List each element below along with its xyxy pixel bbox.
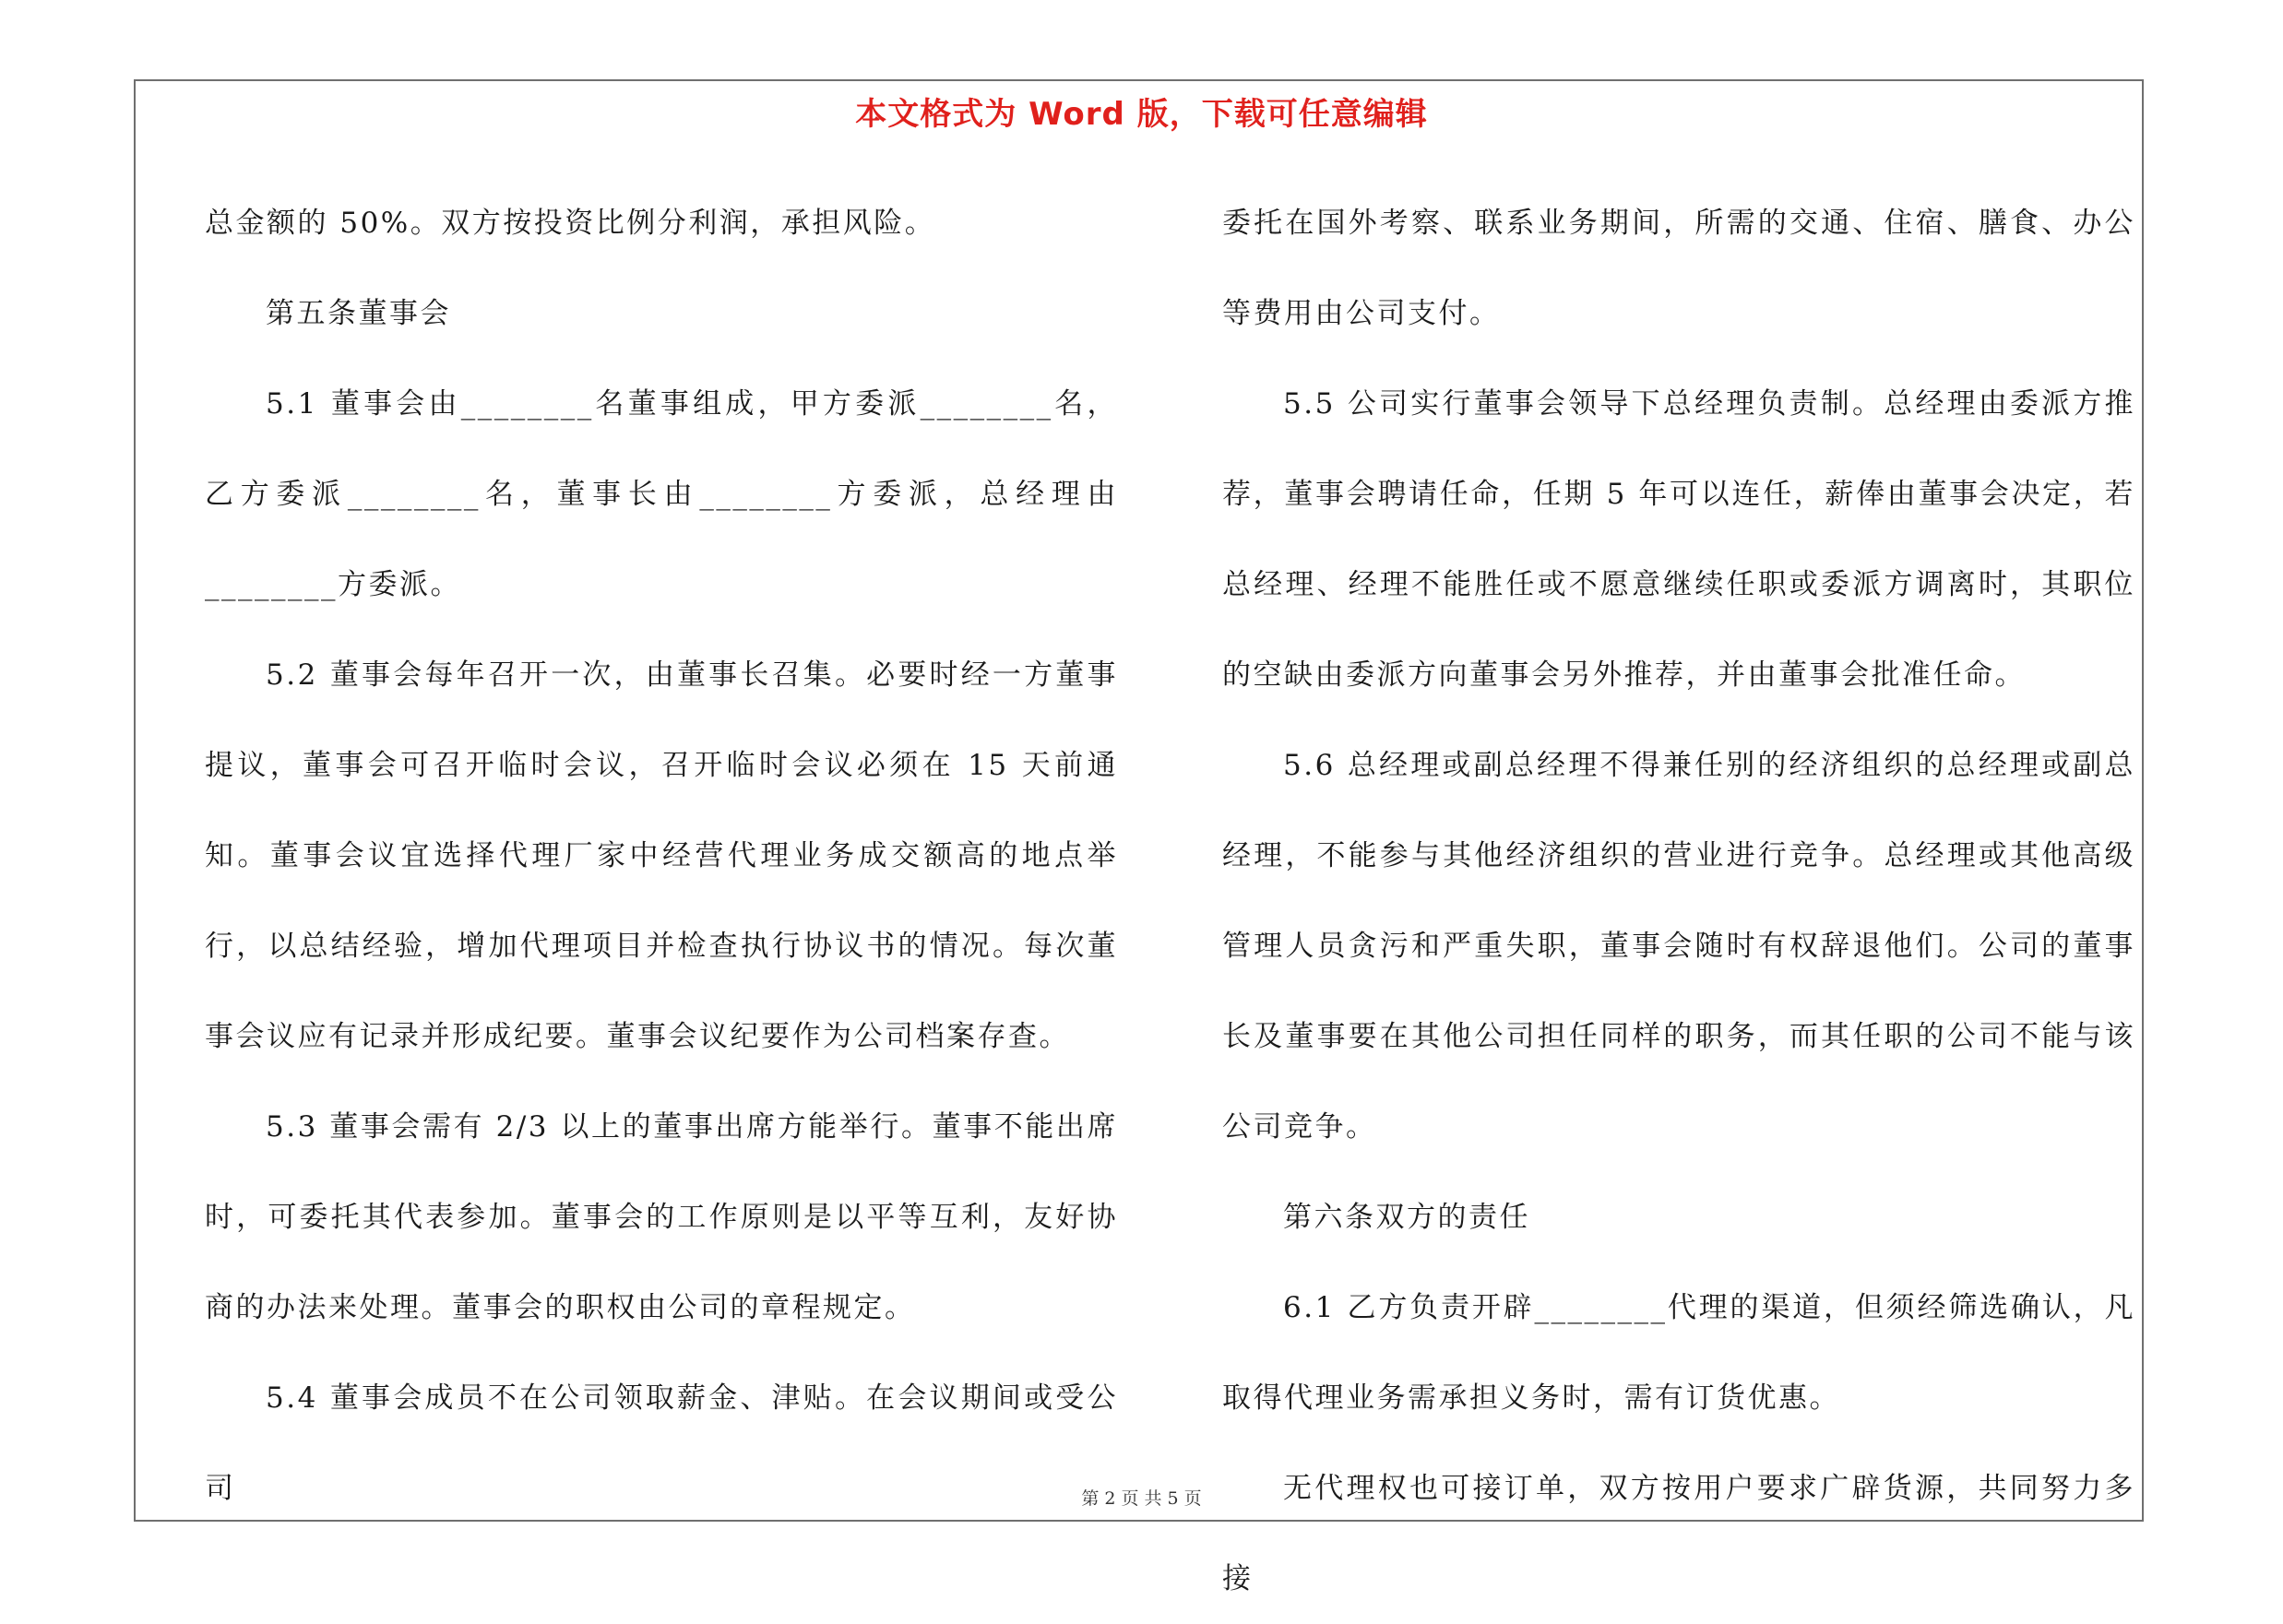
- clause-5-3: 5.3 董事会需有 2/3 以上的董事出席方能举行。董事不能出席时，可委托其代表参加。董事会的工作原则是以平等互利，友好协商的办法来处理。董事会的职权由公司的章程规定。: [205, 1110, 1118, 1324]
- section-heading-article-5: 第五条董事会: [266, 297, 451, 330]
- left-column: [205, 178, 1118, 1534]
- clause-5-6: 5.6 总经理或副总经理不得兼任别的经济组织的总经理或副总经理，不能参与其他经济组织的营业进行竞争。总经理或其他高级管理人员贪污和严重失职，董事会随时有权辞退他们。公司的董事长及董事要在其他公司担任同样的职务，而其任职的公司不能与该公司竞争。: [1222, 749, 2135, 1144]
- clause-6-1: 6.1 乙方负责开辟________代理的渠道，但须经筛选确认，凡取得代理业务需承担义务时，需有订货优惠。: [1222, 1291, 2135, 1415]
- clause-5-4-continuation: 委托在国外考察、联系业务期间，所需的交通、住宿、膳食、办公等费用由公司支付。: [1222, 207, 2135, 330]
- page-number-footer: 第 2 页 共 5 页: [1081, 1488, 1202, 1509]
- clause-5-5: 5.5 公司实行董事会领导下总经理负责制。总经理由委派方推荐，董事会聘请任命，任期 5 年可以连任，薪俸由董事会决定，若总经理、经理不能胜任或不愿意继续任职或委派方调离时，其职位的空缺由委派方向董事会另外推荐，并由董事会批准任命。: [1222, 387, 2135, 692]
- clause-6-1-continued: 无代理权也可接订单，双方按用户要求广辟货源，共同努力多接: [1222, 1472, 2135, 1595]
- clause-5-2: 5.2 董事会每年召开一次，由董事长召集。必要时经一方董事提议，董事会可召开临时会议，召开临时会议必须在 15 天前通知。董事会议宜选择代理厂家中经营代理业务成交额高的地点举行，以总结经验，增加代理项目并检查执行协议书的情况。每次董事会议应有记录并形成纪要。董事会议纪要作为公司档案存查。: [205, 658, 1118, 1053]
- clause-5-1: 5.1 董事会由________名董事组成，甲方委派________名，乙方委派________名，董事长由________方委派，总经理由________方委派。: [205, 387, 1118, 601]
- paragraph-continuation: 总金额的 50%。双方按投资比例分利润，承担风险。: [205, 207, 936, 240]
- clause-5-4: 5.4 董事会成员不在公司领取薪金、津贴。在会议期间或受公司: [205, 1381, 1118, 1505]
- right-column: [1222, 178, 2135, 1624]
- word-format-banner: 本文格式为 Word 版，下载可任意编辑: [855, 96, 1428, 133]
- section-heading-article-6: 第六条双方的责任: [1283, 1201, 1530, 1234]
